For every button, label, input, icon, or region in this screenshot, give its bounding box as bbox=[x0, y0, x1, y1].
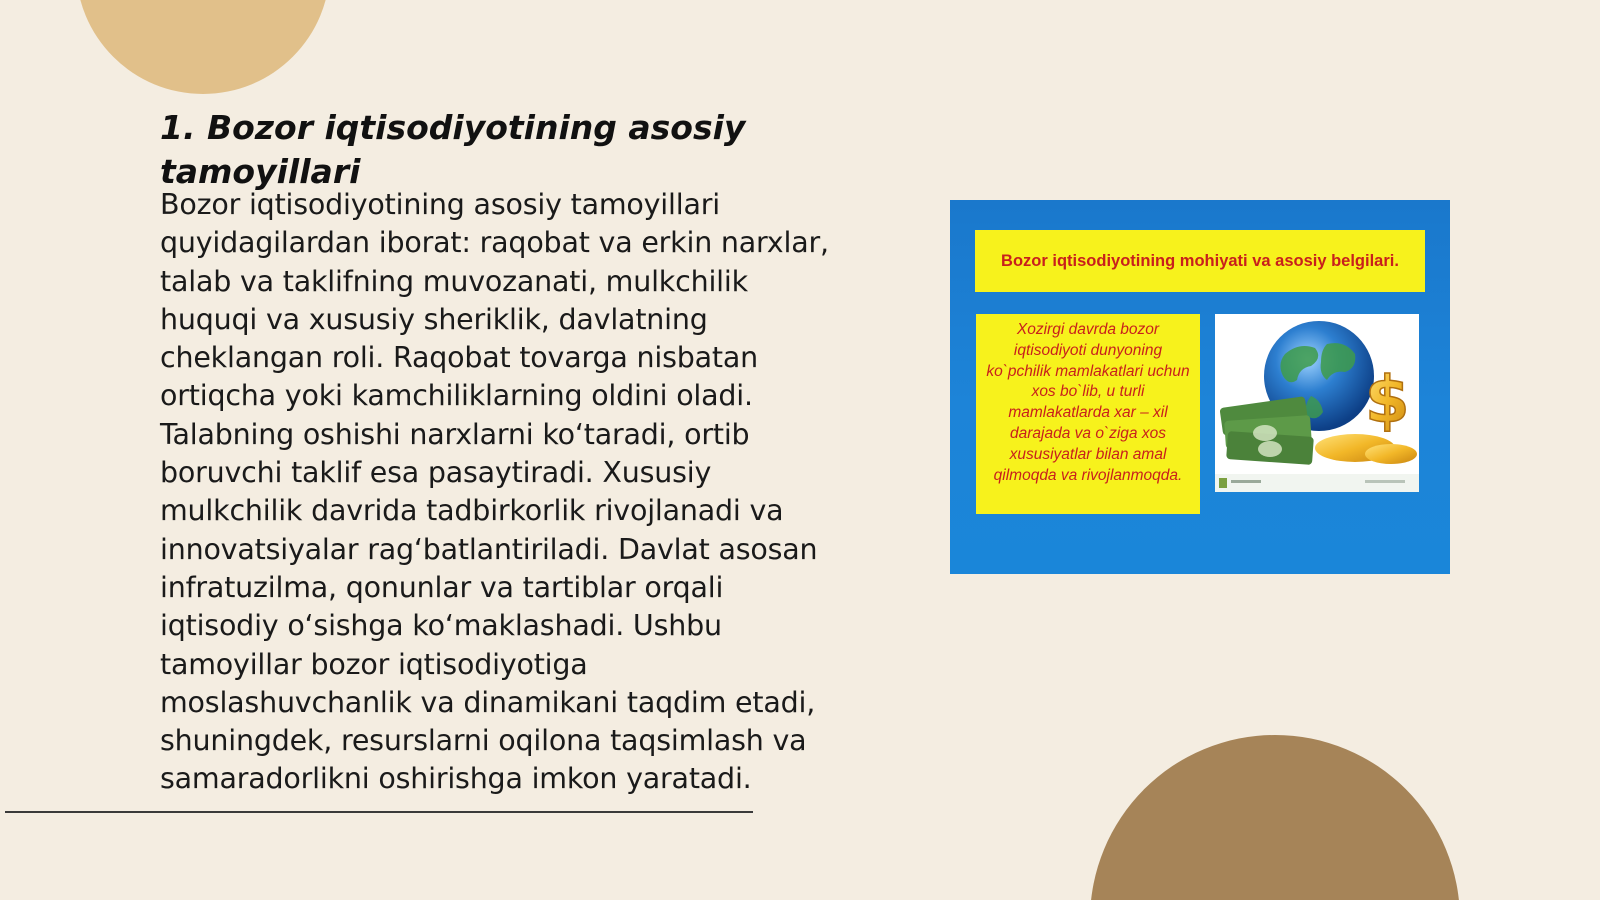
image-text-box bbox=[976, 314, 1200, 514]
image-heading: Bozor iqtisodiyotining mohiyati va asosiy belgilari. bbox=[1001, 252, 1399, 270]
svg-text:$: $ bbox=[1365, 364, 1410, 438]
globe-money-icon bbox=[1215, 314, 1419, 492]
slide-title: 1. Bozor iqtisodiyotining asosiy tamoyillari bbox=[160, 108, 746, 191]
decorative-circle-bottom bbox=[1090, 735, 1460, 900]
slide-body-text: Bozor iqtisodiyotining asosiy tamoyillari quyidagilardan iborat: raqobat va erkin narxlar, talab va taklifning muvozanati, mulkchilik huquqi va xususiy sheriklik, davlatning cheklangan roli. Raqobat tovarga nisbatan ortiqcha yoki kamchiliklarning oldini oladi. Talabning oshishi narxlarni ko‘taradi, ortib boruvchi taklif esa pasaytiradi. Xususiy mulkchilik davrida tadbirkorlik rivojlanadi va innovatsiyalar rag‘batlantiriladi. Davlat asosan infratuzilma, qonunlar va tartiblar orqali iqtisodiy o‘sishga ko‘maklashadi. Ushbu tamoyillar bozor iqtisodiyotiga moslashuvchanlik va dinamikani taqdim etadi, shuningdek, resurslarni oqilona taqsimlash va samaradorlikni oshirishga imkon yaratadi. bbox=[160, 188, 829, 796]
image-text: Xozirgi davrda bozor iqtisodiyoti dunyoning ko`pchilik mamlakatlari uchun xos bo`lib, u turli mamlakatlarda xar – xil darajada va o`ziga xos xususiyatlar bilan amal qilmoqda va rivojlanmoqda. bbox=[986, 321, 1190, 484]
globe-money-icon-svg bbox=[1215, 314, 1419, 492]
horizontal-rule bbox=[5, 811, 753, 813]
decorative-circle-top bbox=[76, 0, 330, 94]
illustration-image bbox=[950, 200, 1450, 574]
image-heading-box bbox=[975, 230, 1425, 292]
